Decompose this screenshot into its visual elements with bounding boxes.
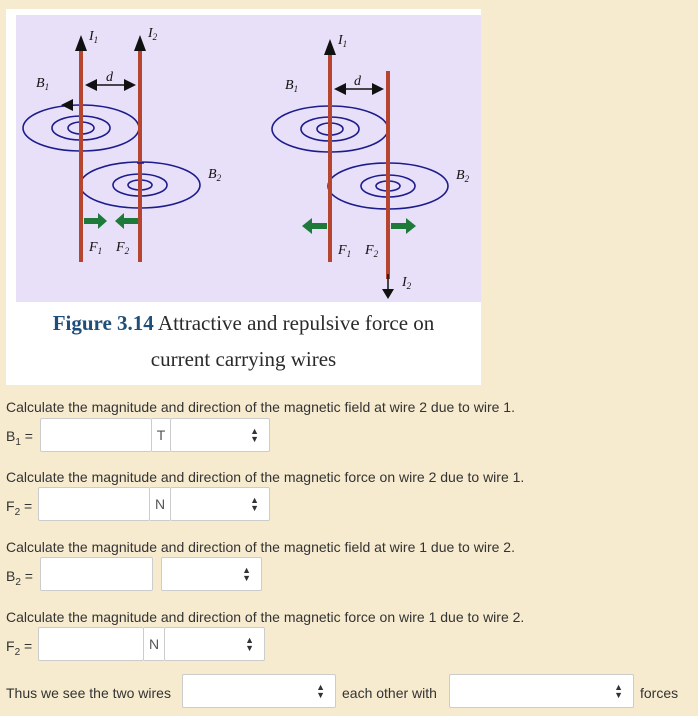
select-arrows-icon: ▲ ▼ xyxy=(250,495,259,513)
f1-magnitude-input[interactable] xyxy=(38,627,144,661)
select-arrows-icon: ▲ ▼ xyxy=(316,682,325,700)
select-arrows-icon: ▲ ▼ xyxy=(614,682,623,700)
figure-caption xyxy=(6,305,481,377)
label-b2-right: $B_2$ xyxy=(456,168,470,184)
conclusion-prefix: Thus we see the two wires xyxy=(6,685,171,701)
conclusion-middle: each other with xyxy=(342,685,437,701)
label-i1-right: $I_1$ xyxy=(338,33,348,49)
diagram-panel xyxy=(16,15,481,302)
b2-direction-select[interactable] xyxy=(161,557,262,591)
f2-direction-select[interactable] xyxy=(170,487,270,521)
b1-unit: T xyxy=(152,418,170,452)
question-4-text: Calculate the magnitude and direction of the magnetic force on wire 1 due to wire 2. xyxy=(6,609,525,625)
question-1-text: Calculate the magnitude and direction of the magnetic field at wire 2 due to wire 1. xyxy=(6,399,515,415)
label-d-left: d xyxy=(106,70,113,85)
force-type-select[interactable] xyxy=(449,674,634,708)
question-1-label: $B_1$ = xyxy=(6,428,33,448)
wires-interaction-select[interactable] xyxy=(182,674,336,708)
f2-unit: N xyxy=(150,487,170,521)
caption-text-1: Attractive and repulsive force on xyxy=(157,311,435,335)
select-arrows-icon: ▲ ▼ xyxy=(242,565,251,583)
question-3-label: $B_2$ = xyxy=(6,568,33,588)
f1-unit: N xyxy=(144,627,164,661)
b2-magnitude-input[interactable] xyxy=(40,557,153,591)
b1-direction-select[interactable] xyxy=(170,418,270,452)
figure-3-14 xyxy=(6,9,481,385)
question-4-label: $F_2$ = xyxy=(6,638,33,658)
label-b1-right: $B_1$ xyxy=(285,78,299,94)
label-f2-left: $F_2$ xyxy=(116,240,130,256)
label-i1-left: $I_1$ xyxy=(89,29,99,45)
label-f2-right: $F_2$ xyxy=(365,243,379,259)
question-2-label: $F_2$ = xyxy=(6,498,33,518)
label-f1-left: $F_1$ xyxy=(89,240,103,256)
label-d-right: d xyxy=(354,74,361,89)
b1-magnitude-input[interactable] xyxy=(40,418,152,452)
label-b2-left: $B_2$ xyxy=(208,167,222,183)
question-2-text: Calculate the magnitude and direction of the magnetic force on wire 2 due to wire 1. xyxy=(6,469,525,485)
label-i2-right: $I_2$ xyxy=(402,275,412,291)
caption-line-1 xyxy=(6,305,481,341)
conclusion-suffix: forces xyxy=(640,685,679,701)
f2-magnitude-input[interactable] xyxy=(38,487,150,521)
f1-direction-select[interactable] xyxy=(164,627,265,661)
select-arrows-icon: ▲ ▼ xyxy=(245,635,254,653)
wire-diagram xyxy=(6,9,481,309)
caption-line-2: current carrying wires xyxy=(150,347,337,371)
select-arrows-icon: ▲ ▼ xyxy=(250,426,259,444)
label-b1-left: $B_1$ xyxy=(36,76,50,92)
figure-number: Figure 3.14 xyxy=(52,311,154,335)
label-i2-left: $I_2$ xyxy=(148,26,158,42)
label-f1-right: $F_1$ xyxy=(338,243,352,259)
question-3-text: Calculate the magnitude and direction of the magnetic field at wire 1 due to wire 2. xyxy=(6,539,515,555)
